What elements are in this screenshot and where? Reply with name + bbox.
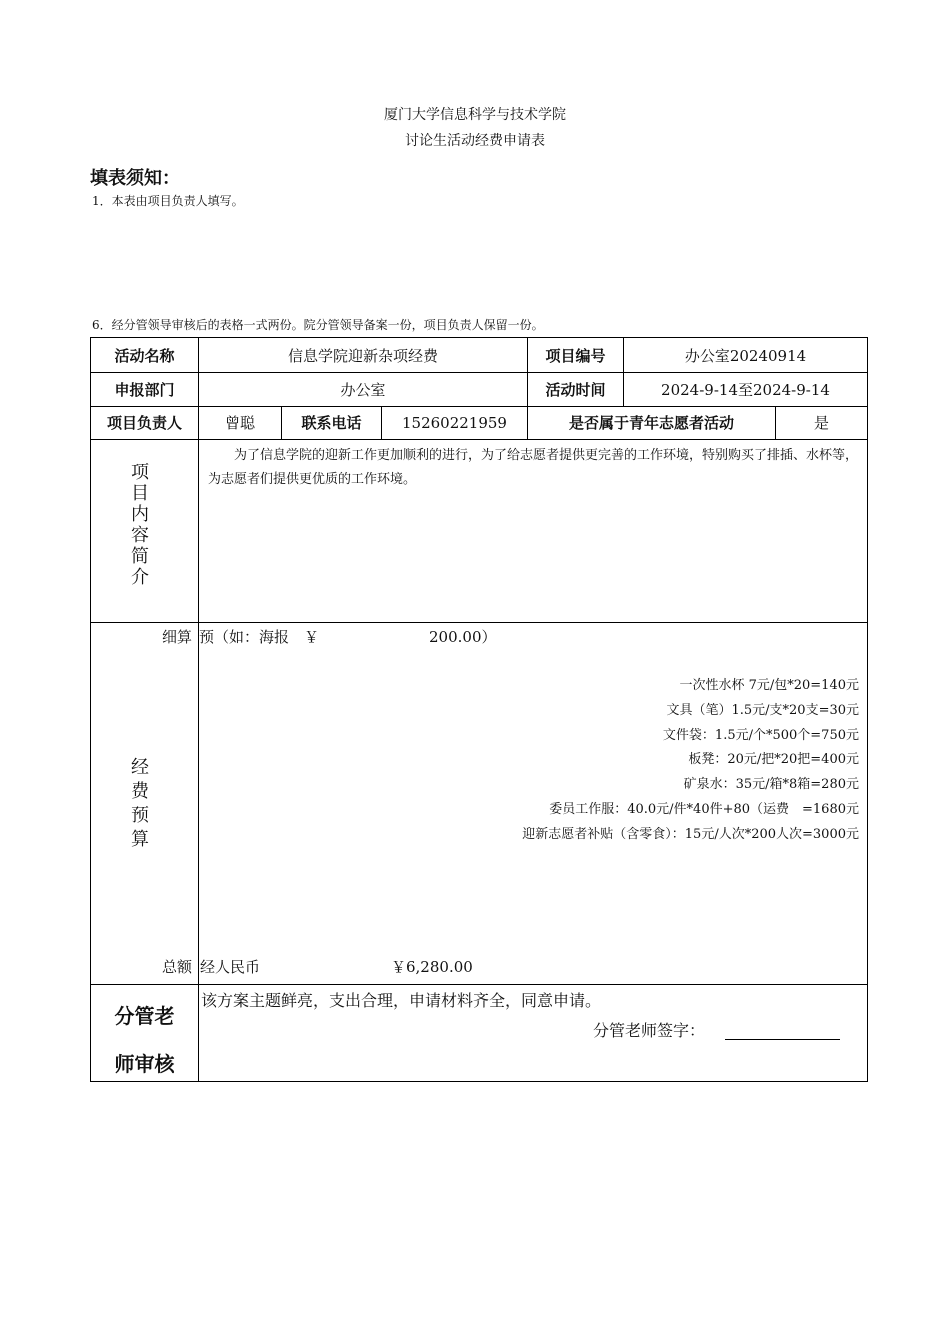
content-section-label — [131, 462, 149, 588]
content-label-char: 内 — [131, 504, 149, 525]
budget-detail-example: 预（如：海报 ￥ — [199, 628, 320, 646]
content-label-char: 项 — [131, 462, 149, 483]
budget-item[interactable]: 文件袋：1.5元/个*500个=750元 — [662, 727, 859, 743]
volunteer-activity-label: 是否属于青年志愿者活动 — [568, 414, 734, 432]
project-no-label: 项目编号 — [545, 346, 606, 365]
dept-label: 申报部门 — [114, 380, 175, 399]
signature-line[interactable] — [725, 1039, 840, 1040]
dept-value[interactable]: 办公室 — [340, 380, 386, 399]
budget-label-char: 预 — [131, 805, 149, 826]
project-no-value[interactable]: 办公室20240914 — [684, 346, 807, 365]
form-title: 讨论生活动经费申请表 — [405, 133, 545, 149]
budget-section-label — [131, 756, 149, 852]
review-label-line1: 分管老 — [114, 1004, 175, 1028]
leader-label: 项目负责人 — [106, 414, 182, 432]
budget-item[interactable]: 文具（笔）1.5元/支*20支=30元 — [666, 702, 859, 718]
content-label-char: 目 — [131, 483, 149, 504]
content-description[interactable]: 为了信息学院的迎新工作更加顺利的进行，为了给志愿者提供更完善的工作环境，特别购买了排插、水杯等，为志愿者们提供更优质的工作环境。 — [208, 448, 859, 487]
phone-value[interactable]: 15260221959 — [402, 413, 507, 432]
review-signature-label: 分管老师签字： — [593, 1021, 706, 1040]
budget-detail-label: 细算 — [162, 628, 193, 646]
activity-time-value[interactable]: 2024-9-14至2024-9-14 — [661, 380, 830, 399]
budget-label-char: 费 — [131, 781, 149, 802]
leader-value[interactable]: 曾聪 — [224, 414, 255, 432]
notice-item-1: 1．本表由项目负责人填写。 — [92, 194, 244, 208]
budget-item[interactable]: 一次性水杯 7元/包*20=140元 — [679, 678, 859, 693]
budget-items-list — [522, 674, 859, 848]
budget-detail-amount: 200.00） — [429, 628, 497, 646]
activity-name-value[interactable]: 信息学院迎新杂项经费 — [287, 346, 438, 365]
budget-label-char: 经 — [131, 757, 149, 778]
budget-total-amount[interactable]: ￥6,280.00 — [391, 958, 473, 976]
budget-item[interactable]: 委员工作服：40.0元/件*40件+80（运费 =1680元 — [549, 801, 859, 817]
review-label-line2: 师审核 — [114, 1052, 175, 1076]
notice-item-6: 6．经分管领导审核后的表格一式两份。院分管领导备案一份，项目负责人保留一份。 — [92, 318, 544, 332]
activity-time-label: 活动时间 — [545, 380, 606, 399]
budget-item[interactable]: 板凳：20元/把*20把=400元 — [688, 752, 859, 768]
application-form — [90, 337, 868, 1082]
budget-total-currency: 经人民币 — [200, 958, 261, 976]
budget-item[interactable]: 矿泉水：35元/箱*8箱=280元 — [683, 777, 859, 793]
budget-label-char: 算 — [131, 829, 149, 850]
activity-name-label: 活动名称 — [114, 346, 175, 365]
content-label-char: 简 — [131, 546, 149, 567]
content-label-char: 介 — [131, 567, 149, 588]
phone-label: 联系电话 — [301, 414, 362, 432]
school-title: 厦门大学信息科学与技术学院 — [384, 107, 566, 123]
budget-total-label: 总额 — [162, 958, 193, 976]
notice-heading: 填表须知： — [90, 168, 180, 189]
budget-item[interactable]: 迎新志愿者补贴（含零食）：15元/人次*200人次=3000元 — [522, 826, 859, 842]
volunteer-activity-value[interactable]: 是 — [813, 414, 829, 432]
review-comment[interactable]: 该方案主题鲜亮，支出合理，申请材料齐全，同意申请。 — [201, 991, 602, 1010]
content-label-char: 容 — [131, 525, 149, 546]
